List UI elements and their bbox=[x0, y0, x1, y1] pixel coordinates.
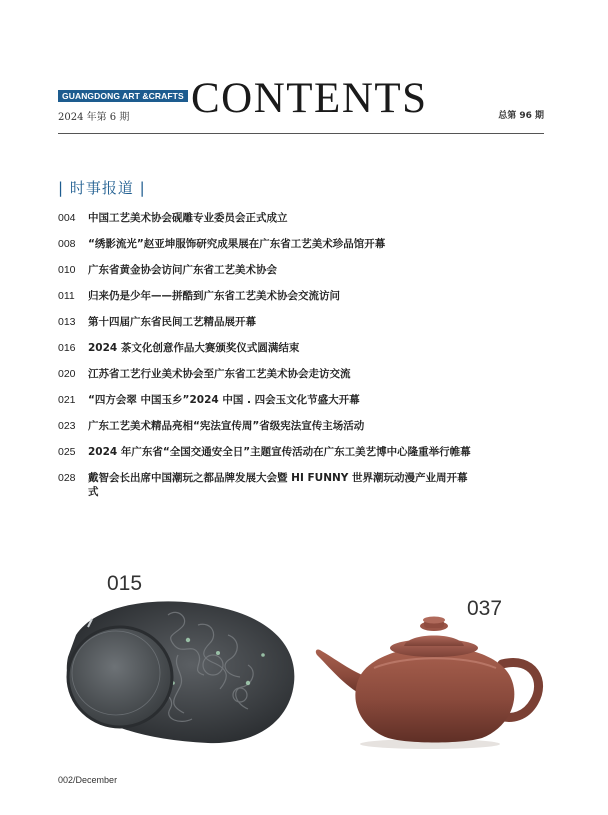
toc-title: 广东省黄金协会访问广东省工艺美术协会 bbox=[88, 264, 277, 276]
footer-month: December bbox=[75, 775, 118, 785]
toc-page: 016 bbox=[58, 342, 76, 354]
toc-title: 归来仍是少年——拼酷到广东省工艺美术协会交流访问 bbox=[88, 290, 340, 302]
toc-title: 第十四届广东省民间工艺精品展开幕 bbox=[88, 316, 256, 328]
header-rule bbox=[58, 133, 544, 134]
toc-page: 011 bbox=[58, 290, 75, 302]
toc-item[interactable] bbox=[58, 367, 478, 381]
toc-item[interactable] bbox=[58, 471, 478, 499]
toc-item[interactable] bbox=[58, 237, 478, 251]
toc-page: 010 bbox=[58, 264, 76, 276]
toc-item[interactable] bbox=[58, 419, 478, 433]
toc-page: 013 bbox=[58, 316, 76, 328]
toc-title: 江苏省工艺行业美术协会至广东省工艺美术协会走访交流 bbox=[88, 368, 351, 380]
toc-title: “绣影流光”赵亚坤服饰研究成果展在广东省工艺美术珍品馆开幕 bbox=[88, 238, 386, 250]
contents-title: CONTENTS bbox=[191, 75, 428, 122]
section-heading: | 时事报道 | bbox=[58, 179, 146, 197]
issue-number: 2024 年第 6 期 bbox=[58, 112, 130, 123]
total-issue: 总第 96 期 bbox=[498, 111, 544, 121]
teapot-photo bbox=[312, 612, 548, 754]
toc-page: 020 bbox=[58, 368, 76, 380]
inkstone-photo bbox=[58, 595, 302, 747]
brand-tag: GUANGDONG ART &CRAFTS bbox=[58, 90, 188, 102]
photo-number-inkstone: 015 bbox=[107, 572, 143, 595]
page-footer: 002/December bbox=[58, 775, 118, 785]
toc-item[interactable] bbox=[58, 393, 478, 407]
toc-list bbox=[58, 211, 478, 499]
toc-title: 广东工艺美术精品亮相“宪法宣传周”省级宪法宣传主场活动 bbox=[88, 420, 365, 432]
footer-page: 002 bbox=[58, 775, 74, 785]
toc-page: 021 bbox=[58, 394, 76, 406]
toc-item[interactable] bbox=[58, 289, 478, 303]
toc-item[interactable] bbox=[58, 341, 478, 355]
toc-item[interactable] bbox=[58, 445, 478, 459]
section-title: 时事报道 bbox=[69, 179, 134, 197]
toc-page: 028 bbox=[58, 472, 76, 484]
toc-item[interactable] bbox=[58, 211, 478, 225]
toc-page: 004 bbox=[58, 212, 76, 224]
toc-title: 中国工艺美术协会砚雕专业委员会正式成立 bbox=[88, 212, 288, 224]
toc-item[interactable] bbox=[58, 315, 478, 329]
photo-number-teapot: 037 bbox=[467, 597, 503, 620]
toc-item[interactable] bbox=[58, 263, 478, 277]
toc-page: 008 bbox=[58, 238, 76, 250]
toc-title: 戴智会长出席中国潮玩之都品牌发展大会暨 HI FUNNY 世界潮玩动漫产业周开幕式 bbox=[88, 472, 468, 498]
toc-title: 2024 年广东省“全国交通安全日”主题宣传活动在广东工美艺博中心隆重举行帷幕 bbox=[88, 446, 471, 458]
toc-page: 025 bbox=[58, 446, 76, 458]
toc-page: 023 bbox=[58, 420, 76, 432]
toc-title: 2024 茶文化创意作品大赛颁奖仪式圆满结束 bbox=[88, 342, 300, 354]
toc-title: “四方会翠 中国玉乡”2024 中国 . 四会玉文化节盛大开幕 bbox=[88, 394, 360, 406]
